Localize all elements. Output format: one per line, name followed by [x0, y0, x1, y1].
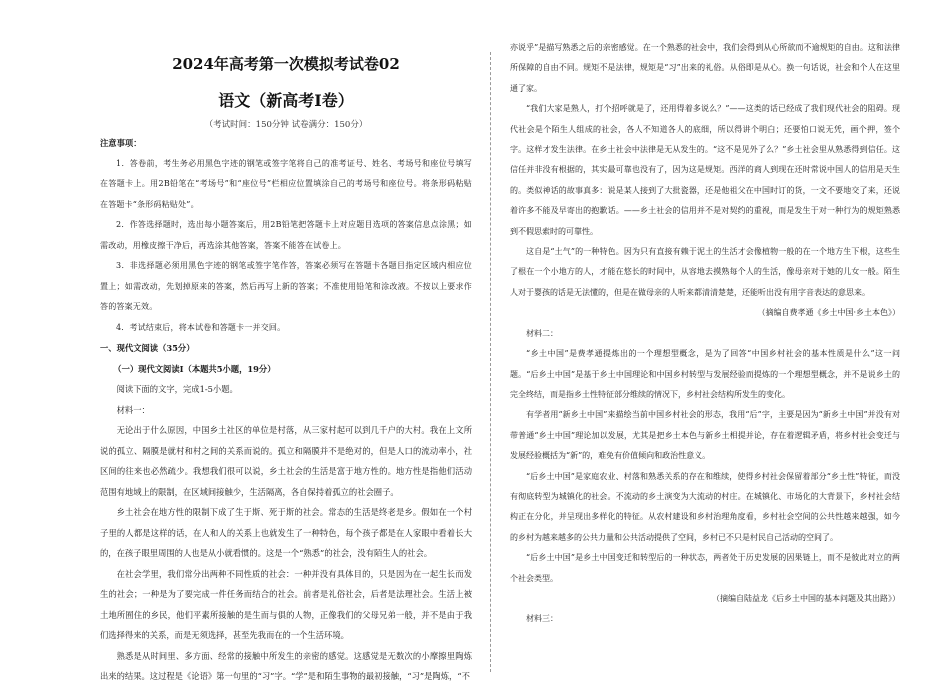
notice-item-2: 2．作答选择题时，选出每小题答案后，用2B铅笔把答题卡上对应题目选项的答案信息点涂黑；如需改动，用橡皮擦干净后，再选涂其他答案，答案不能答在试卷上。	[100, 220, 472, 250]
subsection-heading: （一）现代文阅读Ⅰ（本题共5小题，19分）	[113, 363, 276, 374]
material-1-paragraph: 无论出于什么原因，中国乡土社区的单位是村落，从三家村起可以到几千户的大村。我在上文所说的孤立、隔膜是就村和村之间的关系而说的。孤立和隔膜并不是绝对的，但是人口的流动率小，社区间的往来也必然疏少。我想我们很可以说，乡土社会的生活是富于地方性的。地方性是指他们活动范围有地域上的限制，在区域间接触少，生活隔离，各自保持着孤立的社会圈子。	[100, 425, 472, 497]
material-1-paragraph: 这自是“土气”的一种特色。因为只有直接有赖于泥土的生活才会像植物一般的在一个地方生下根，这些生了根在一个小地方的人，才能在悠长的时间中，从容地去摸熟每个人的生活，像母亲对于她的儿女一般。陌生人对于婴孩的话是无法懂的，但是在做母亲的人听来都清清楚楚，还能听出没有用字音表达的意思来。	[510, 247, 900, 297]
material-2-paragraph: “后乡土中国”是家庭农业、村落和熟悉关系的存在和维续，使得乡村社会保留着部分“乡土性”特征，而没有彻底转型为城镇化的社会。不流动的乡土演变为大流动的村庄。在城镇化、市场化的大背景下，乡村社会结构正在分化，并呈现出多样化的特征。从农村建设和乡村治理角度看，乡村社会空间的公共性越来越强，如今的乡村为越来越多的公共力量和公共活动提供了空间，乡村已不只是村民自己活动的空间了。	[510, 471, 900, 542]
exam-title: 2024年高考第一次模拟考试卷02	[172, 55, 400, 73]
material-2-source: （摘编自陆益龙《后乡土中国的基本问题及其出路》）	[712, 593, 900, 603]
left-column	[100, 0, 472, 681]
notice-item-4: 4．考试结束后，将本试卷和答题卡一并交回。	[116, 322, 286, 332]
column-divider	[490, 52, 491, 672]
material-2-paragraph: “后乡土中国”是乡土中国变迁和转型后的一种状态，两者处于历史发展的因果链上，而不是彼此对立的两个社会类型。	[510, 553, 900, 583]
right-column	[510, 0, 900, 672]
left-text-flow	[100, 133, 472, 687]
material-1-label: 材料一：	[116, 404, 150, 415]
material-1-paragraph: “我们大家是熟人，打个招呼就是了，还用得着多说么？”——这类的话已经成了我们现代社会的阻碍。现代社会是个陌生人组成的社会，各人不知道各人的底细，所以得讲个明白；还要怕口说无凭，画个押，签个字。这样才发生法律。在乡土社会中法律是无从发生的。“这不是见外了么？”乡土社会里从熟悉得到信任。这信任并非没有根据的，其实最可靠也没有了，因为这是规矩。西洋的商人到现在还时常说中国人的信用是天生的。类似神话的故事真多：说是某人接到了大批瓷器，还是他祖父在中国时订的货，一文不要地交了来，还说着许多不能及早寄出的抱歉话。——乡土社会的信用并不是对契约的重视，而是发生于对一种行为的规矩熟悉到不假思索时的可靠性。	[510, 104, 900, 236]
material-1-paragraph: 亦说乎”是描写熟悉之后的亲密感觉。在一个熟悉的社会中，我们会得到从心所欲而不逾规矩的自由。这和法律所保障的自由不同。规矩不是法律，规矩是“习”出来的礼俗。从俗即是从心。换一句话说，社会和个人在这里通了家。	[510, 43, 900, 93]
section-heading: 一、现代文阅读（35分）	[100, 343, 195, 353]
exam-subtitle: 语文（新高考Ⅰ卷）	[218, 91, 354, 110]
material-1-paragraph: 熟悉是从时间里、多方面、经常的接触中所发生的亲密的感觉。这感觉是无数次的小摩擦里陶炼出来的结果。这过程是《论语》第一句里的“习”字。“学”是和陌生事物的最初接触，“习”是陶炼，“不	[100, 650, 472, 681]
material-1-source: （摘编自费孝通《乡土中国·乡土本色》）	[757, 308, 900, 318]
material-2-paragraph: “乡土中国”是费孝通提炼出的一个理想型概念，是为了回答“中国乡村社会的基本性质是什么”这一问题。“后乡土中国”是基于乡土中国理论和中国乡村转型与发展经验而提炼的一个理想型概念，并不是说乡土的完全终结，而是指乡土性特征部分维续的情况下，乡村社会结构所发生的变化。	[510, 349, 900, 399]
material-2-label: 材料二：	[526, 328, 558, 338]
right-text-flow	[510, 38, 900, 630]
notice-item-3: 3．非选择题必须用黑色字迹的钢笔或签字笔作答，答案必须写在答题卡各题目指定区域内相应位置上；如需改动，先划掉原来的答案，然后再写上新的答案；不准使用铅笔和涂改液。不按以上要求作答的答案无效。	[100, 261, 472, 311]
notice-heading: 注意事项：	[100, 138, 142, 148]
material-2-paragraph: 有学者用“新乡土中国”来描绘当前中国乡村社会的形态，我用“后”字，主要是因为“新乡土中国”并没有对带普通“乡土中国”理论加以发展，尤其是把乡土本色与新乡土相提并论，存在着逻辑矛盾，将乡村社会变迁与发展经验概括为“新”的，难免有价值倾向和政治性意义。	[510, 410, 900, 461]
reading-instruction: 阅读下面的文字，完成1-5小题。	[116, 384, 238, 394]
material-1-paragraph: 乡土社会在地方性的限制下成了生于斯、死于斯的社会。常态的生活是终老是乡。假如在一个村子里的人都是这样的话，在人和人的关系上也就发生了一种特色，每个孩子都是在人家眼中看着长大的，在孩子眼里周围的人也是从小就看惯的。这是一个“熟悉”的社会，没有陌生人的社会。	[100, 507, 472, 558]
exam-time-info: （考试时间：150分钟 试卷满分：150分）	[204, 120, 368, 130]
material-1-paragraph: 在社会学里，我们常分出两种不同性质的社会：一种并没有具体目的，只是因为在一起生长而发生的社会；一种是为了要完成一件任务而结合的社会。前者是礼俗社会，后者是法理社会。生活上被土地所囿住的乡民，他们平素所接触的是生而与俱的人物，正像我们的父母兄弟一般，并不是由于我们选择得来的关系，而是无须选择，甚至先我而在的一个生活环境。	[100, 568, 472, 640]
material-3-label: 材料三：	[526, 614, 558, 624]
notice-item-1: 1．答卷前，考生务必用黑色字迹的钢笔或签字笔将自己的准考证号、姓名、考场号和座位号填写在答题卡上。用2B铅笔在“考场号”和“座位号”栏相应位置填涂自己的考场号和座位号。将条形码粘贴在答题卡“条形码粘贴处”。	[100, 158, 472, 209]
